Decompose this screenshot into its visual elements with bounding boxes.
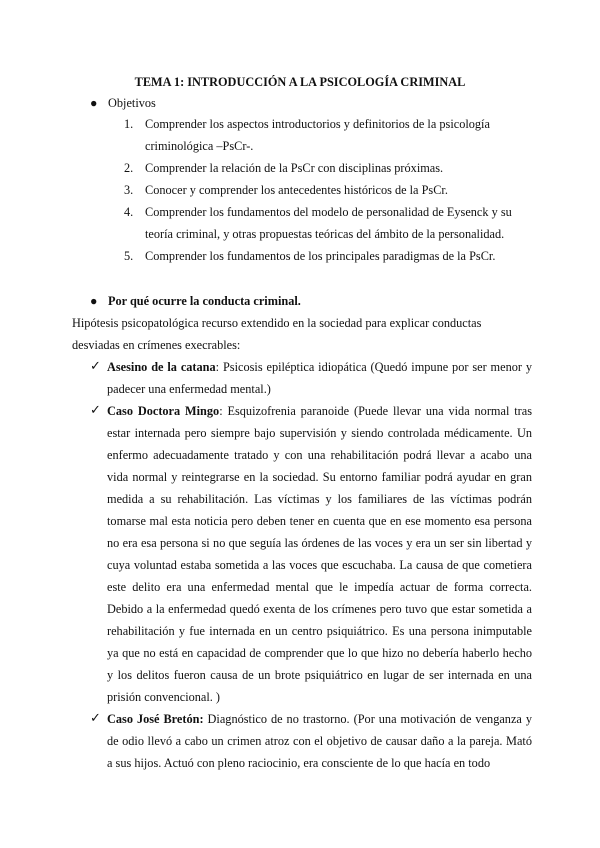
case-text: Diagnóstico de no trastorno. (Por una motivación de venganza y de odio llevó a cabo un crimen atroz con el objetivo de causar daño a la pareja. Mató a sus hijos. Actuó con pleno raciocinio, era consciente de lo que hacía en todo [107, 712, 532, 770]
list-item [124, 179, 534, 201]
objectives-list [124, 113, 534, 267]
case-item [90, 708, 532, 774]
list-item [124, 113, 534, 157]
page-title: TEMA 1: INTRODUCCIÓN A LA PSICOLOGÍA CRIMINAL [134, 75, 466, 89]
checkmark-icon: ✓ [90, 359, 101, 374]
intro-paragraph: Hipótesis psicopatológica recurso extendido en la sociedad para explicar conductas desviadas en crímenes execrables: [72, 316, 482, 352]
bullet-icon: ● [90, 294, 98, 308]
case-item [90, 400, 532, 708]
objectives-label: Objetivos [108, 96, 156, 110]
list-number: 4. [124, 205, 134, 219]
case-name: Caso Doctora Mingo [107, 404, 220, 418]
case-text: : Psicosis epiléptica idiopática (Quedó impune por ser menor y padecer una enfermedad mental.) [107, 360, 532, 396]
list-item-text: Comprender los fundamentos del modelo de personalidad de Eysenck y su teoría criminal, y otras propuestas teóricas del ámbito de la personalidad. [145, 205, 512, 241]
list-number: 2. [124, 161, 134, 175]
case-name: Caso José Bretón: [107, 712, 204, 726]
checkmark-icon: ✓ [90, 711, 101, 726]
case-text: : Esquizofrenia paranoide (Puede llevar una vida normal tras estar internada pero siempre bajo supervisión y siendo controlada médicamente. Un enfermo adecuadamente tratado y con una rehabilitación podrá llevar a acabo una vida normal y reintegrarse en la sociedad. Su entorno familiar podrá ayudar en gran medida a su rehabilitación. Las víctimas y los familiares de las víctimas podrán tomarse mal esta noticia pero deben tener en cuenta que en ese momento esa persona no era esa persona si no que seguía las órdenes de las voces y era un ser sin libertad y cuya voluntad estaba sometida a las voces que escuchaba. La causa de que cometiera este delito era una enfermedad mental que le impedía actuar de forma correcta. Debido a la enfermedad quedó exenta de los crímenes pero tuvo que estar sometida a rehabilitación y fue internada en un centro psiquiátrico. Es una persona inimputable ya que no está en capacidad de comprender que lo que hizo no debería haberlo hecho y los delitos fueron causa de un brote psiquiátrico en lugar de ser internada en una prisión convencional. ) [107, 404, 532, 704]
list-item [124, 201, 534, 245]
list-item-text: Comprender los aspectos introductorios y definitorios de la psicología criminológica –PsCr-. [145, 117, 490, 153]
section-heading: Por qué ocurre la conducta criminal. [108, 294, 301, 308]
list-item-text: Comprender los fundamentos de los principales paradigmas de la PsCr. [145, 249, 496, 263]
list-item-text: Conocer y comprender los antecedentes históricos de la PsCr. [145, 183, 448, 197]
case-name: Asesino de la catana [107, 360, 216, 374]
bullet-icon: ● [90, 96, 98, 110]
cases-list [90, 356, 532, 774]
list-item [124, 157, 534, 179]
list-number: 3. [124, 183, 134, 197]
list-number: 1. [124, 117, 134, 131]
list-number: 5. [124, 249, 134, 263]
case-item [90, 356, 532, 400]
list-item [124, 245, 534, 267]
checkmark-icon: ✓ [90, 403, 101, 418]
list-item-text: Comprender la relación de la PsCr con disciplinas próximas. [145, 161, 444, 175]
